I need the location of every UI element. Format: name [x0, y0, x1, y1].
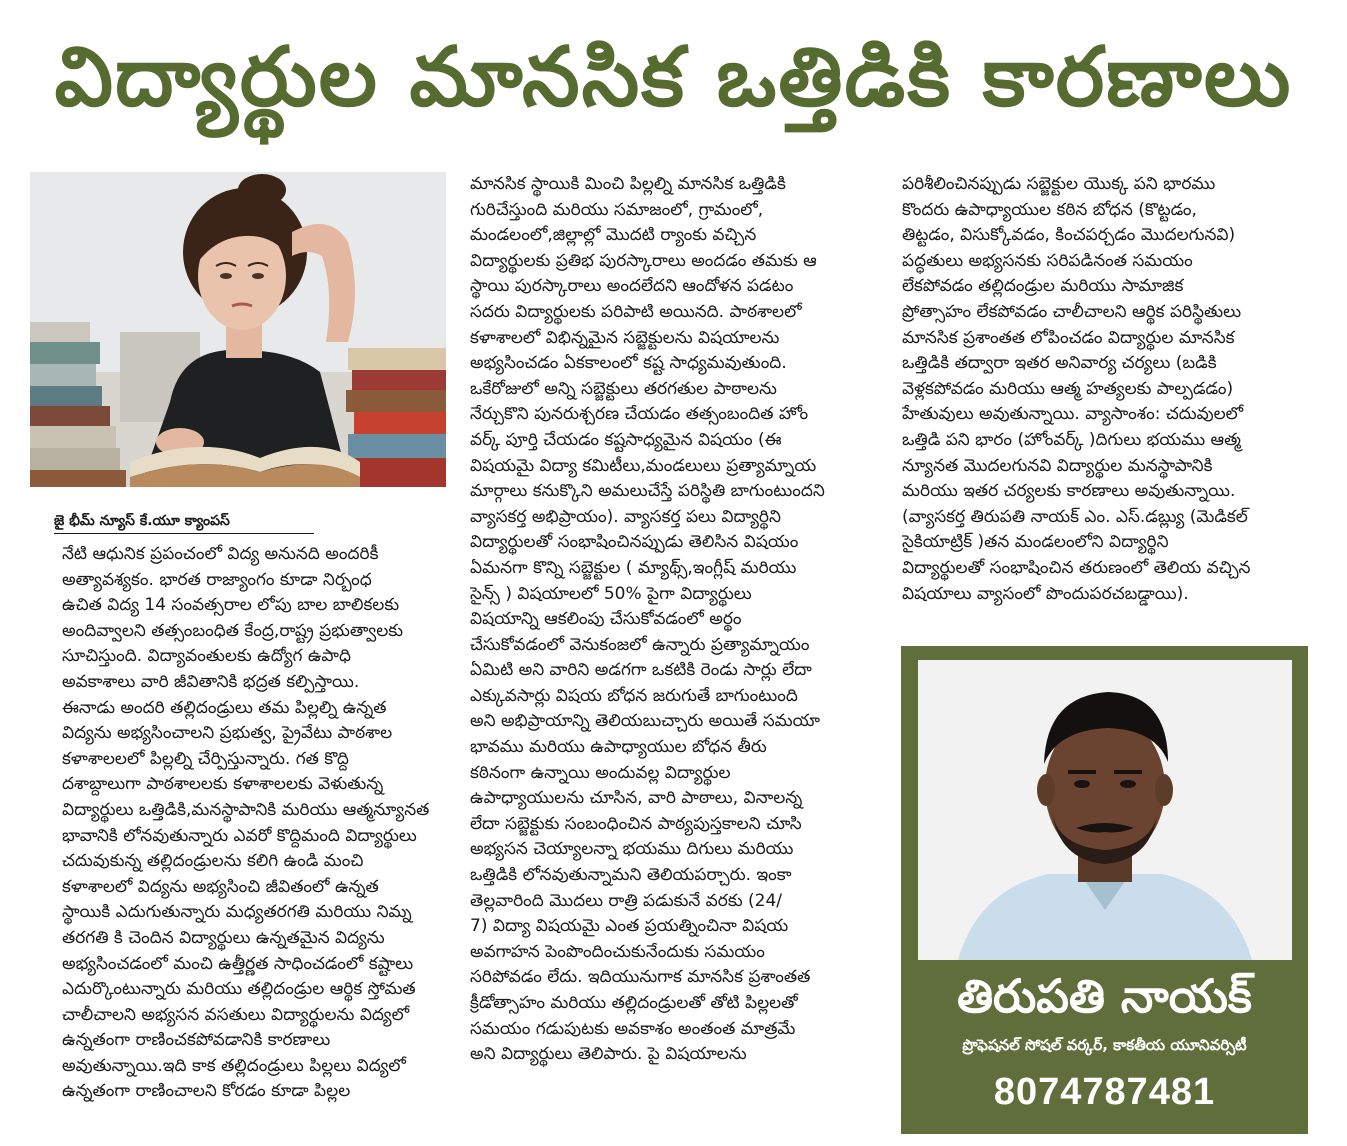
- author-photo: [918, 660, 1292, 960]
- student-stress-photo: [30, 172, 446, 487]
- article-column-1: నేటి ఆధునిక ప్రపంచంలో విద్య అనునది అందరికీ అత్యావశ్యకం. భారత రాజ్యాంగం కూడా నిర్బంధ ఉచిత విద్య 14 సంవత్సరాల లోపు బాల బాలికలకు అందివ్వాలని తత్సంబంధిత కేంద్ర,రాష్ట్ర ప్రభుత్వాలకు సూచిస్తుంది. విద్యావంతులకు ఉద్యోగ ఉపాధి అవకాశాలు వారి జీవితానికి భద్రత కల్పిస్తాయి. ఈనాడు అందరి తల్లిదండ్రులు తమ పిల్లల్ని ఉన్నత విద్యను అభ్యసించాలని ప్రభుత్వ, ప్రైవేటు పాఠశాల కళాశాలలలో పిల్లల్ని చేర్పిస్తున్నారు. గత కొద్ది దశాబ్దాలుగా పాఠశాలలకు కళాశాలలకు వెళుతున్న విద్యార్థులు ఒత్తిడికి,మనస్థాపానికి మరియు ఆత్మన్యూనత భావానికి లోనవుతున్నారు ఎవరో కొద్దిమంది విద్యార్థులు చదువుకున్న తల్లిదండ్రులను కలిగి ఉండి మంచి కళాశాలలో విద్యను అభ్యసించి జీవితంలో ఉన్నత స్థాయికి ఎదుగుతున్నారు మధ్యతరగతి మరియు నిమ్న తరగతి కి చెందిన విద్యార్థులు ఉన్నతమైన విద్యను అభ్యసించడంలో మంచి ఉత్తీర్ణత సాధించడంలో కష్టాలు ఎదుర్కొంటున్నారు మరియు తల్లిదండ్రుల ఆర్థిక స్తోమత చాలీచాలని అభ్యసన వసతులు విద్యార్థులను విద్యలో ఉన్నతంగా రాణించకపోవడానికి కారణాలు అవుతున్నాయి.ఇది కాక తల్లిదండ్రులు పిల్లలు విద్యలో ఉన్నతంగా రాణించాలని కోరడం కూడా పిల్లల: [62, 544, 430, 1102]
- author-box: [901, 646, 1308, 1134]
- byline: జై భీమ్ న్యూస్ కే.యూ క్యాంపస్: [54, 508, 314, 534]
- student-photo-illustration: [30, 172, 446, 487]
- article-column-3: పరిశీలించినప్పుడు సబ్జెక్టుల యొక్క పని భారము కొందరు ఉపాధ్యాయుల కఠిన బోధన (కొట్టడం, తిట్టడం, విసుక్కోవడం, కించపర్చడం మొదలగునవి) పద్ధతులు అభ్యసనకు సరిపడినంత సమయం లేకపోవడం తల్లిదండ్రుల మరియు సామాజిక ప్రోత్సాహం లేకపోవడం చాలీచాలని ఆర్థిక పరిస్థితులు మానసిక ప్రశాంతత లోపించడం విద్యార్థుల మానసిక ఒత్తిడికి తద్వారా ఇతర అనివార్య చర్యలు (బడికి వెళ్లకపోవడం మరియు ఆత్మ హత్యలకు పాల్పడడం) హేతువులు అవుతున్నాయి. వ్యాసాంశం: చదువులలో ఒత్తిడి పని భారం (హోంవర్క్ )దిగులు భయము ఆత్మ న్యూనత మొదలగునవి విద్యార్థుల మనస్థాపానికి మరియు ఇతర చర్యలకు కారణాలు అవుతున్నాయి. (వ్యాసకర్త తిరుపతి నాయక్ ఎం. ఎస్.డబ్ల్యు (మెడికల్ సైకియాట్రిక్ )తన మండలంలోని విద్యార్థిని విద్యార్థులతో సంభాషించిన తరుణంలో తెలియ వచ్చిన విషయాలు వ్యాసంలో పొందుపరచబడ్డాయి).: [902, 174, 1251, 604]
- author-phone: 8074787481: [993, 1071, 1216, 1113]
- author-name: తిరుపతి నాయక్: [957, 969, 1252, 1023]
- author-role: ప్రొఫెషనల్ సోషల్ వర్కర్, కాకతీయ యూనివర్సిటీ: [962, 1036, 1247, 1054]
- article-headline: విద్యార్థుల మానసిక ఒత్తిడికి కారణాలు: [54, 30, 1293, 125]
- article-column-2: మానసిక స్థాయికి మించి పిల్లల్ని మానసిక ఒత్తిడికి గురిచేస్తుంది మరియు సమాజంలో, గ్రామంలో, మండలంలో,జిల్లాల్లో మొదటి ర్యాంకు వచ్చిన విద్యార్థులకు ప్రతిభ పురస్కారాలు అందడం తమకు ఆ స్థాయి పురస్కారాలు అందలేదని ఆందోళన పడటం సదరు విద్యార్థులకు పరిపాటి అయినది. పాఠశాలలో కళాశాలలో విభిన్నమైన సబ్జెక్టులను విషయాలను అభ్యసించడం ఏకకాలంలో కష్ట సాధ్యమవుతుంది. ఒకేరోజులో అన్ని సబ్జెక్టులు తరగతుల పాఠాలను నేర్చుకొని పునరుశ్చరణ చేయడం తత్సంబందిత హోం వర్క్ పూర్తి చేయడం కష్టసాధ్యమైన విషయం (ఈ విషయమై విద్యా కమిటీలు,మండలులు ప్రత్యామ్నాయ మార్గాలు కనుక్కొని అమలుచేస్తే పరిస్థితి బాగుంటుందని వ్యాసకర్త అభిప్రాయం). వ్యాసకర్త పలు విద్యార్థిని విద్యార్థులతో సంభాషించినప్పుడు తెలిసిన విషయం ఏమనగా కొన్ని సబ్జెక్టుల ( మ్యాథ్స్,ఇంగ్లీష్ మరియు సైన్స్ ) విషయాలలో 50% పైగా విద్యార్థులు విషయాన్ని ఆకలింపు చేసుకోవడంలో అర్థం చేసుకోవడంలో వెనుకంజలో ఉన్నారు ప్రత్యామ్నాయం ఏమిటి అని వారిని అడగగా ఒకటికి రెండు సార్లు లేదా ఎక్కువసార్లు విషయ బోధన జరుగుతే బాగుంటుంది అని అభిప్రాయాన్ని తెలియబుచ్చారు అయితే సమయా భావము మరియు ఉపాధ్యాయుల బోధన తీరు కఠినంగా ఉన్నాయి అందువల్ల విద్యార్థుల ఉపాధ్యాయులను చూసిన, వారి పాఠాలు, వినాలన్న లేదా సబ్జెక్టుకు సంబంధించిన పాఠ్యపుస్తకాలని చూసి అభ్యసన చెయ్యాలన్నా భయము దిగులు మరియు ఒత్తిడికి లోనవుతున్నామని తెలియపర్చారు. ఇంకా తెల్లవారింది మొదలు రాత్రి పడుకునే వరకు (24/ 7) విద్యా విషయమై ఎంత ప్రయత్నించినా విషయ అవగాహన పెంపొందించుకునేందుకు సమయం సరిపోవడం లేదు. ఇదియునుగాక మానసిక ప్రశాంతత క్రీడోత్సాహం మరియు తల్లిదండ్రులతో తోటి పిల్లలతో సమయం గడుపుటకు అవకాశం అంతంత మాత్రమే అని విద్యార్థులు తెలిపారు. పై విషయాలను: [470, 174, 825, 1065]
- author-portrait: [918, 660, 1292, 960]
